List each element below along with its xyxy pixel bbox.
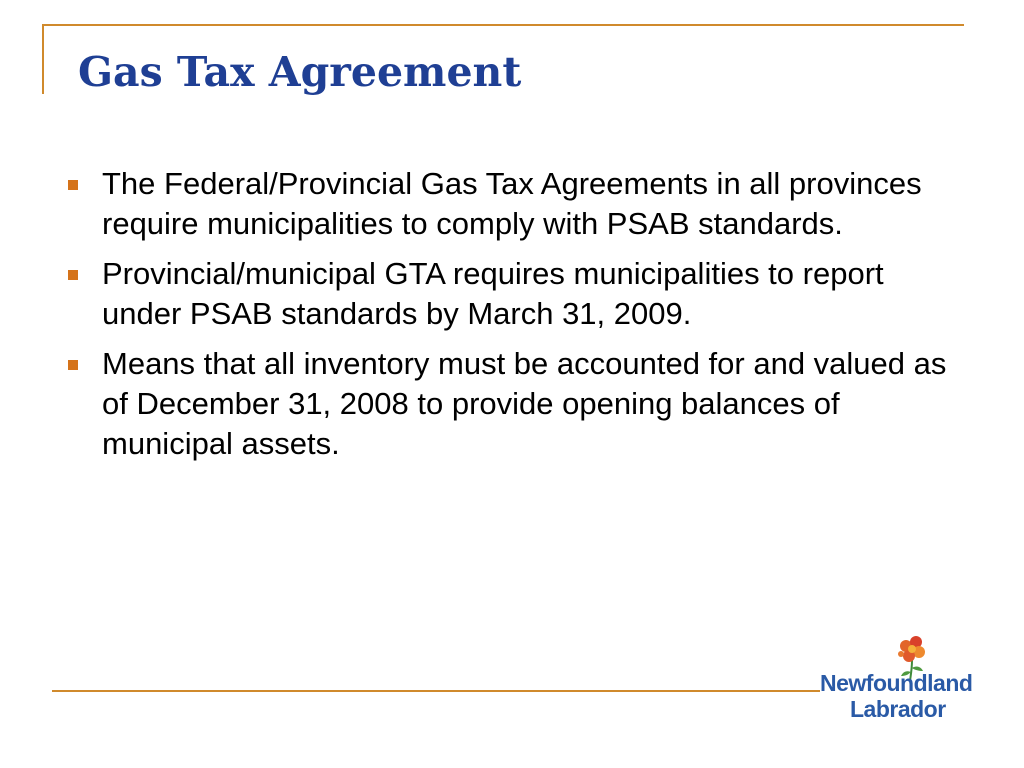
bottom-rule xyxy=(52,690,820,692)
bullet-text: The Federal/Provincial Gas Tax Agreements in all provinces require municipalities to comply with PSAB standards. xyxy=(102,166,922,241)
slide-title: Gas Tax Agreement xyxy=(78,48,522,96)
top-rule xyxy=(42,24,964,26)
left-rule xyxy=(42,24,44,94)
bullet-item xyxy=(68,344,968,464)
square-bullet-icon xyxy=(68,180,78,190)
bullet-item xyxy=(68,164,968,244)
bullet-text: Provincial/municipal GTA requires municipalities to report under PSAB standards by March 31, 2009. xyxy=(102,256,884,331)
bullet-item xyxy=(68,254,968,334)
logo-text-labrador: Labrador xyxy=(850,696,946,722)
square-bullet-icon xyxy=(68,270,78,280)
bullet-list xyxy=(68,164,968,474)
square-bullet-icon xyxy=(68,360,78,370)
bullet-text: Means that all inventory must be accounted for and valued as of December 31, 2008 to provide opening balances of municipal assets. xyxy=(102,346,947,461)
logo-text-newfoundland: Newfoundland xyxy=(820,670,973,696)
newfoundland-labrador-logo xyxy=(818,634,988,724)
